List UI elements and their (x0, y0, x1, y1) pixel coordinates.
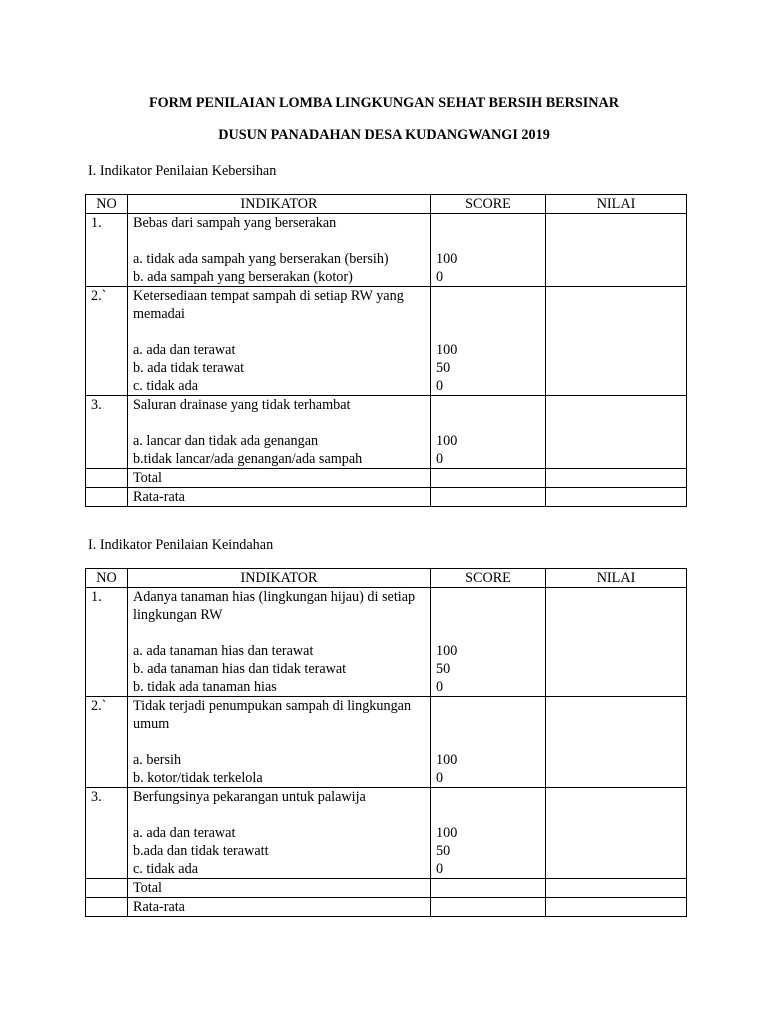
option-text: b. ada sampah yang berserakan (kotor) (133, 269, 353, 285)
nilai-cell[interactable] (546, 588, 687, 697)
score-value: 0 (436, 679, 444, 695)
table-row (86, 396, 687, 469)
indicator-text: Saluran drainase yang tidak terhambat (133, 397, 351, 413)
row-number: 2.` (86, 697, 128, 788)
average-score-cell[interactable] (431, 898, 546, 917)
score-cell (431, 214, 546, 287)
indicator-cell (128, 788, 431, 879)
total-score-cell[interactable] (431, 879, 546, 898)
table-header-row (86, 195, 687, 214)
section-heading-keindahan: I. Indikator Penilaian Keindahan (88, 537, 274, 553)
option-text: b. kotor/tidak terkelola (133, 770, 263, 786)
option-text: c. tidak ada (133, 378, 198, 394)
score-value: 100 (436, 825, 458, 841)
score-value: 100 (436, 251, 458, 267)
column-header-no: NO (86, 569, 128, 588)
score-cell (431, 287, 546, 396)
indicator-text: Berfungsinya pekarangan untuk palawija (133, 789, 366, 805)
option-text: b.ada dan tidak terawatt (133, 843, 269, 859)
table-row (86, 588, 687, 697)
score-value: 50 (436, 661, 451, 677)
column-header-score: SCORE (431, 195, 546, 214)
row-number: 1. (86, 214, 128, 287)
option-text: b. tidak ada tanaman hias (133, 679, 277, 695)
row-number: 1. (86, 588, 128, 697)
option-text: a. lancar dan tidak ada genangan (133, 433, 319, 449)
score-value: 100 (436, 643, 458, 659)
form-title: FORM PENILAIAN LOMBA LINGKUNGAN SEHAT BERSIH BERSINAR (148, 95, 620, 111)
column-header-indikator: INDIKATOR (128, 569, 431, 588)
indicator-cell (128, 214, 431, 287)
total-nilai-cell[interactable] (546, 469, 687, 488)
score-value: 0 (436, 770, 444, 786)
score-value: 100 (436, 752, 458, 768)
score-value: 0 (436, 269, 444, 285)
table-row (86, 697, 687, 788)
option-text: a. tidak ada sampah yang berserakan (bersih) (133, 251, 389, 267)
table-row (86, 214, 687, 287)
nilai-cell[interactable] (546, 788, 687, 879)
nilai-cell[interactable] (546, 287, 687, 396)
option-text: b.tidak lancar/ada genangan/ada sampah (133, 451, 363, 467)
score-cell (431, 588, 546, 697)
nilai-cell[interactable] (546, 396, 687, 469)
assessment-table-keindahan (85, 568, 687, 917)
column-header-indikator: INDIKATOR (128, 195, 431, 214)
score-value: 50 (436, 360, 451, 376)
option-text: b. ada tidak terawat (133, 360, 245, 376)
score-value: 0 (436, 378, 444, 394)
score-value: 50 (436, 843, 451, 859)
form-subtitle: DUSUN PANADAHAN DESA KUDANGWANGI 2019 (218, 127, 550, 143)
total-nilai-cell[interactable] (546, 879, 687, 898)
indicator-cell (128, 287, 431, 396)
section-heading-kebersihan: I. Indikator Penilaian Kebersihan (88, 163, 277, 179)
column-header-nilai: NILAI (546, 569, 687, 588)
column-header-nilai: NILAI (546, 195, 687, 214)
nilai-cell[interactable] (546, 214, 687, 287)
table-row (86, 788, 687, 879)
option-text: b. ada tanaman hias dan tidak terawat (133, 661, 347, 677)
indicator-text: Adanya tanaman hias (lingkungan hijau) di setiap lingkungan RW (133, 589, 416, 623)
indicator-text: Bebas dari sampah yang berserakan (133, 215, 337, 231)
score-cell (431, 788, 546, 879)
score-cell (431, 697, 546, 788)
indicator-text: Ketersediaan tempat sampah di setiap RW yang memadai (133, 288, 404, 322)
table-row (86, 287, 687, 396)
score-value: 0 (436, 861, 444, 877)
column-header-no: NO (86, 195, 128, 214)
indicator-cell (128, 588, 431, 697)
row-number: 3. (86, 396, 128, 469)
option-text: a. ada tanaman hias dan terawat (133, 643, 314, 659)
option-text: a. ada dan terawat (133, 342, 236, 358)
average-nilai-cell[interactable] (546, 898, 687, 917)
score-value: 100 (436, 342, 458, 358)
average-row (86, 488, 687, 507)
option-text: a. ada dan terawat (133, 825, 236, 841)
average-score-cell[interactable] (431, 488, 546, 507)
assessment-table-kebersihan (85, 194, 687, 507)
total-row (86, 469, 687, 488)
row-number: 2.` (86, 287, 128, 396)
total-row (86, 879, 687, 898)
table-header-row (86, 569, 687, 588)
average-nilai-cell[interactable] (546, 488, 687, 507)
option-text: a. bersih (133, 752, 182, 768)
score-cell (431, 396, 546, 469)
score-value: 0 (436, 451, 444, 467)
indicator-cell (128, 396, 431, 469)
average-label: Rata-rata (128, 488, 431, 507)
average-row (86, 898, 687, 917)
indicator-cell (128, 697, 431, 788)
score-value: 100 (436, 433, 458, 449)
total-label: Total (128, 879, 431, 898)
total-label: Total (128, 469, 431, 488)
column-header-score: SCORE (431, 569, 546, 588)
nilai-cell[interactable] (546, 697, 687, 788)
total-score-cell[interactable] (431, 469, 546, 488)
indicator-text: Tidak terjadi penumpukan sampah di lingkungan umum (133, 698, 412, 732)
row-number: 3. (86, 788, 128, 879)
average-label: Rata-rata (128, 898, 431, 917)
option-text: c. tidak ada (133, 861, 198, 877)
